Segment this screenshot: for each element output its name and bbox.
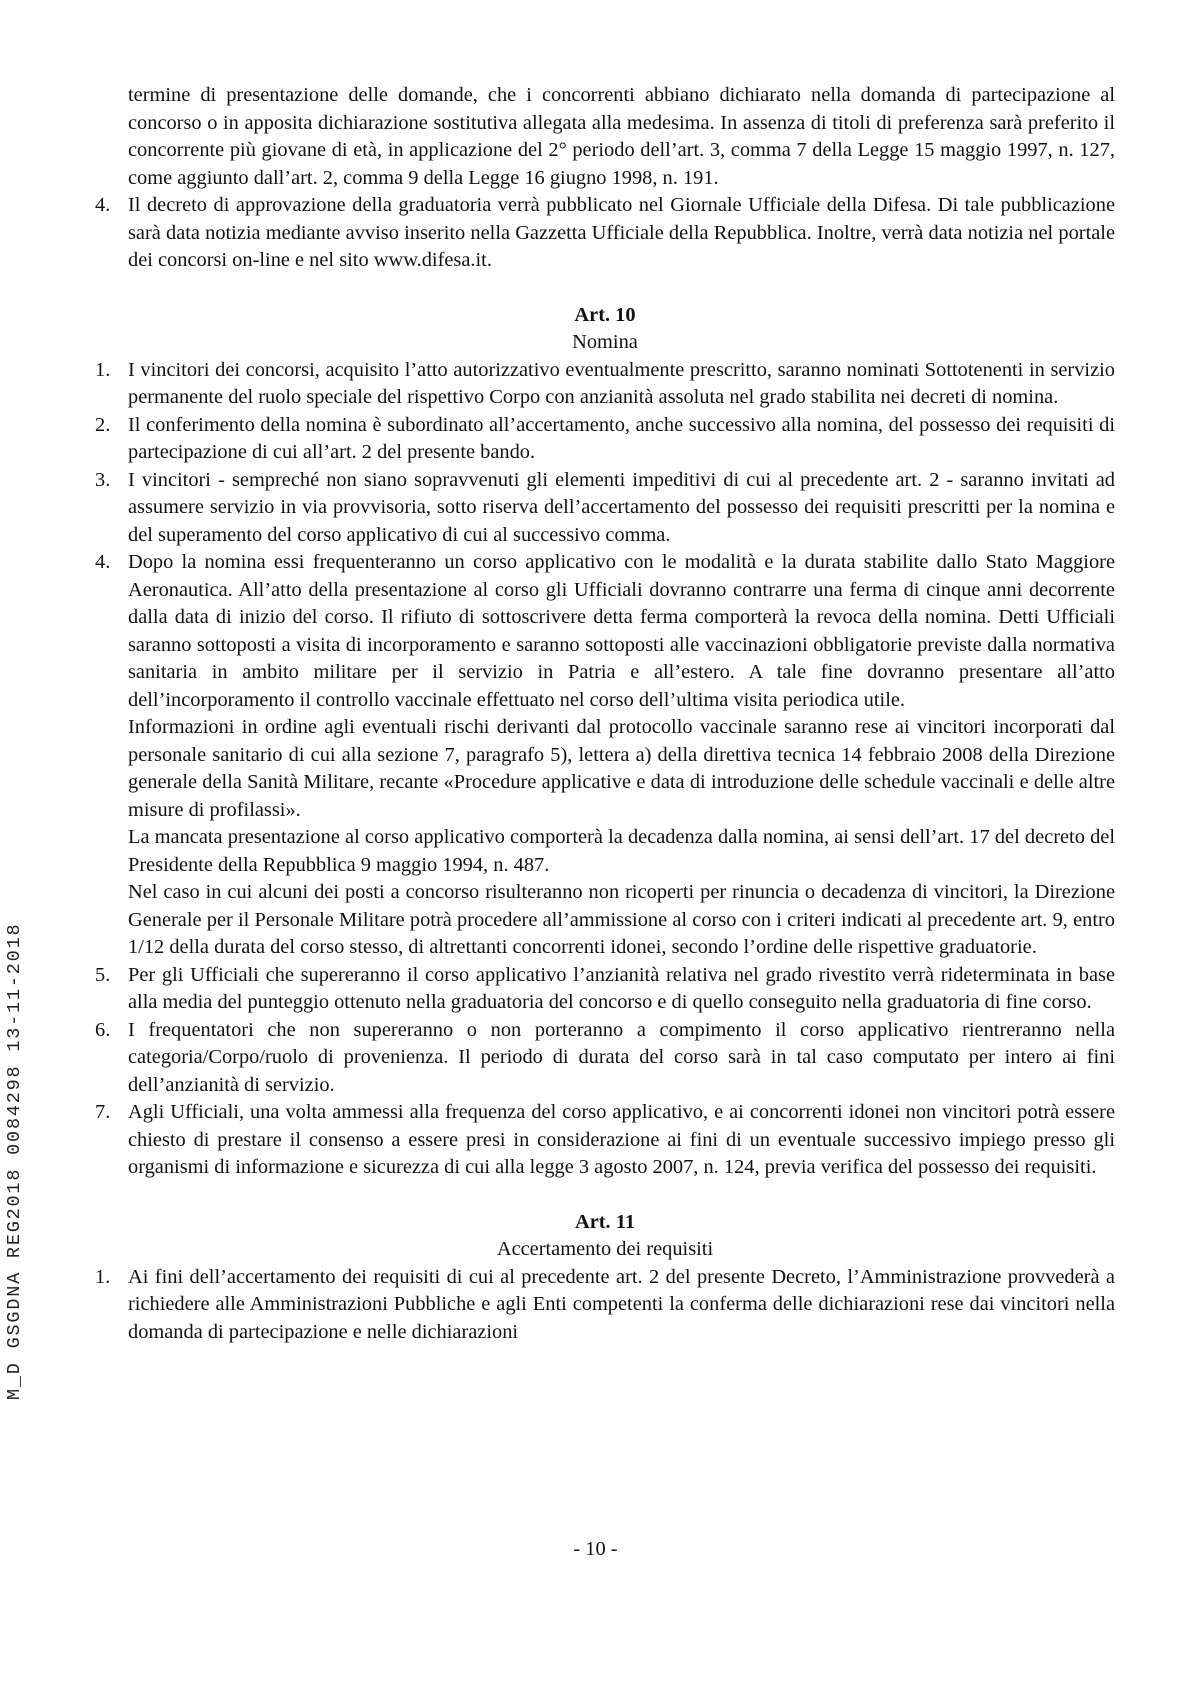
list-item	[95, 1264, 1115, 1347]
list-item	[95, 1099, 1115, 1182]
item-text: I vincitori - sempreché non siano sopravvenuti gli elementi impeditivi di cui al precedente art. 2 - saranno invitati ad assumere servizio in via provvisoria, sotto riserva dell’accertamento del possesso dei requisiti prescritti per la nomina e del superamento del corso applicativo di cui al successivo comma.	[128, 468, 1115, 546]
item-number: 6.	[95, 1018, 111, 1041]
article-11-heading	[95, 1209, 1115, 1264]
intro-paragraph: termine di presentazione delle domande, che i concorrenti abbiano dichiarato nella domanda di partecipazione al concorso o in apposita dichiarazione sostitutiva allegata alla medesima. In assenza di titoli di preferenza sarà preferito il concorrente più giovane di età, in applicazione del 2° periodo dell’art. 3, comma 7 della Legge 15 maggio 1997, n. 127, come aggiunto dall’art. 2, comma 9 della Legge 16 giugno 1998, n. 191.	[128, 84, 1115, 189]
list-item	[95, 192, 1115, 275]
item-text: Ai fini dell’accertamento dei requisiti di cui al precedente art. 2 del presente Decreto, l’Amministrazione provvederà a richiedere alle Amministrazioni Pubbliche e agli Enti competenti la conferma delle dichiarazioni rese dai vincitori nella domanda di partecipazione e nelle dichiarazioni	[128, 1265, 1115, 1343]
list-item	[95, 1017, 1115, 1100]
list-item	[95, 549, 1115, 962]
item-number: 7.	[95, 1101, 111, 1123]
article-title: Art. 10	[574, 303, 636, 326]
list-item	[95, 962, 1115, 1017]
page-number: - 10 -	[573, 1538, 618, 1560]
item-text: I frequentatori che non supereranno o non porteranno a compimento il corso applicativo rientreranno nella categoria/Corpo/ruolo di provenienza. Il periodo di durata del corso sarà in tal caso computato per intero ai fini dell’anzianità di servizio.	[128, 1018, 1115, 1096]
article-subtitle: Nomina	[572, 331, 638, 353]
article-title: Art. 11	[574, 1210, 636, 1233]
registry-stamp: M_D GSGDNA REG2018 0084298 13-11-2018	[4, 922, 25, 1400]
item-text: Il conferimento della nomina è subordinato all’accertamento, anche successivo alla nomina, del possesso dei requisiti di partecipazione di cui all’art. 2 del presente bando.	[128, 413, 1115, 463]
item-text: Per gli Ufficiali che supereranno il corso applicativo l’anzianità relativa nel grado rivestito verrà rideterminata in base alla media del punteggio ottenuto nella graduatoria del concorso e di quello conseguito nella graduatoria di fine corso.	[128, 963, 1115, 1013]
item-number: 1.	[95, 1265, 111, 1288]
item-text: Il decreto di approvazione della graduatoria verrà pubblicato nel Giornale Ufficiale della Difesa. Di tale pubblicazione sarà data notizia mediante avviso inserito nella Gazzetta Ufficiale della Repubblica. Inoltre, verrà data notizia nel portale dei concorsi on-line e nel sito www.difesa.it.	[128, 194, 1115, 271]
item-paragraph: Nel caso in cui alcuni dei posti a concorso risulteranno non ricoperti per rinuncia o decadenza di vincitori, la Direzione Generale per il Personale Militare potrà procedere all’ammissione al corso con i criteri indicati al precedente art. 9, entro 1/12 della durata del corso stesso, di altrettanti concorrenti idonei, secondo l’ordine delle rispettive graduatorie.	[128, 881, 1115, 958]
item-text: I vincitori dei concorsi, acquisito l’atto autorizzativo eventualmente prescritto, saranno nominati Sottotenenti in servizio permanente del ruolo speciale del rispettivo Corpo con anzianità assoluta nel grado stabilita nei decreti di nomina.	[128, 358, 1115, 408]
list-item	[95, 357, 1115, 412]
item-number: 3.	[95, 468, 111, 491]
item-number: 5.	[95, 963, 111, 986]
article-10-heading	[95, 302, 1115, 357]
item-number: 4.	[95, 194, 111, 216]
document-page	[95, 82, 1115, 1346]
item-paragraph: Informazioni in ordine agli eventuali rischi derivanti dal protocollo vaccinale saranno rese ai vincitori incorporati dal personale sanitario di cui alla sezione 7, paragrafo 5), lettera a) della direttiva tecnica 14 febbraio 2008 della Direzione generale della Sanità Militare, recante «Procedure applicative e data di introduzione delle schedule vaccinali e delle altre misure di profilassi».	[128, 716, 1115, 821]
item-text: Agli Ufficiali, una volta ammessi alla frequenza del corso applicativo, e ai concorrenti idonei non vincitori potrà essere chiesto di prestare il consenso a essere presi in considerazione ai fini di un eventuale successivo impiego presso gli organismi di informazione e sicurezza di cui alla legge 3 agosto 2007, n. 124, previa verifica del possesso dei requisiti.	[128, 1101, 1115, 1178]
article-subtitle: Accertamento dei requisiti	[496, 1238, 714, 1260]
item-number: 1.	[95, 358, 111, 381]
item-paragraph: La mancata presentazione al corso applicativo comporterà la decadenza dalla nomina, ai sensi dell’art. 17 del decreto del Presidente della Repubblica 9 maggio 1994, n. 487.	[128, 826, 1115, 876]
item-number: 2.	[95, 413, 111, 436]
list-item	[95, 467, 1115, 550]
list-item	[95, 412, 1115, 467]
item-number: 4.	[95, 551, 111, 573]
item-text: Dopo la nomina essi frequenteranno un corso applicativo con le modalità e la durata stabilite dallo Stato Maggiore Aeronautica. All’atto della presentazione al corso gli Ufficiali dovranno contrarre una ferma di cinque anni decorrente dalla data di inizio del corso. Il rifiuto di sottoscrivere detta ferma comporterà la revoca della nomina. Detti Ufficiali saranno sottoposti a visita di incorporamento e saranno sottoposti alle vaccinazioni obbligatorie previste dalla normativa sanitaria in ambito militare per il servizio in Patria e all’estero. A tale fine dovranno presentare all’atto dell’incorporamento il controllo vaccinale effettuato nel corso dell’ultima visita periodica utile.	[128, 551, 1115, 711]
